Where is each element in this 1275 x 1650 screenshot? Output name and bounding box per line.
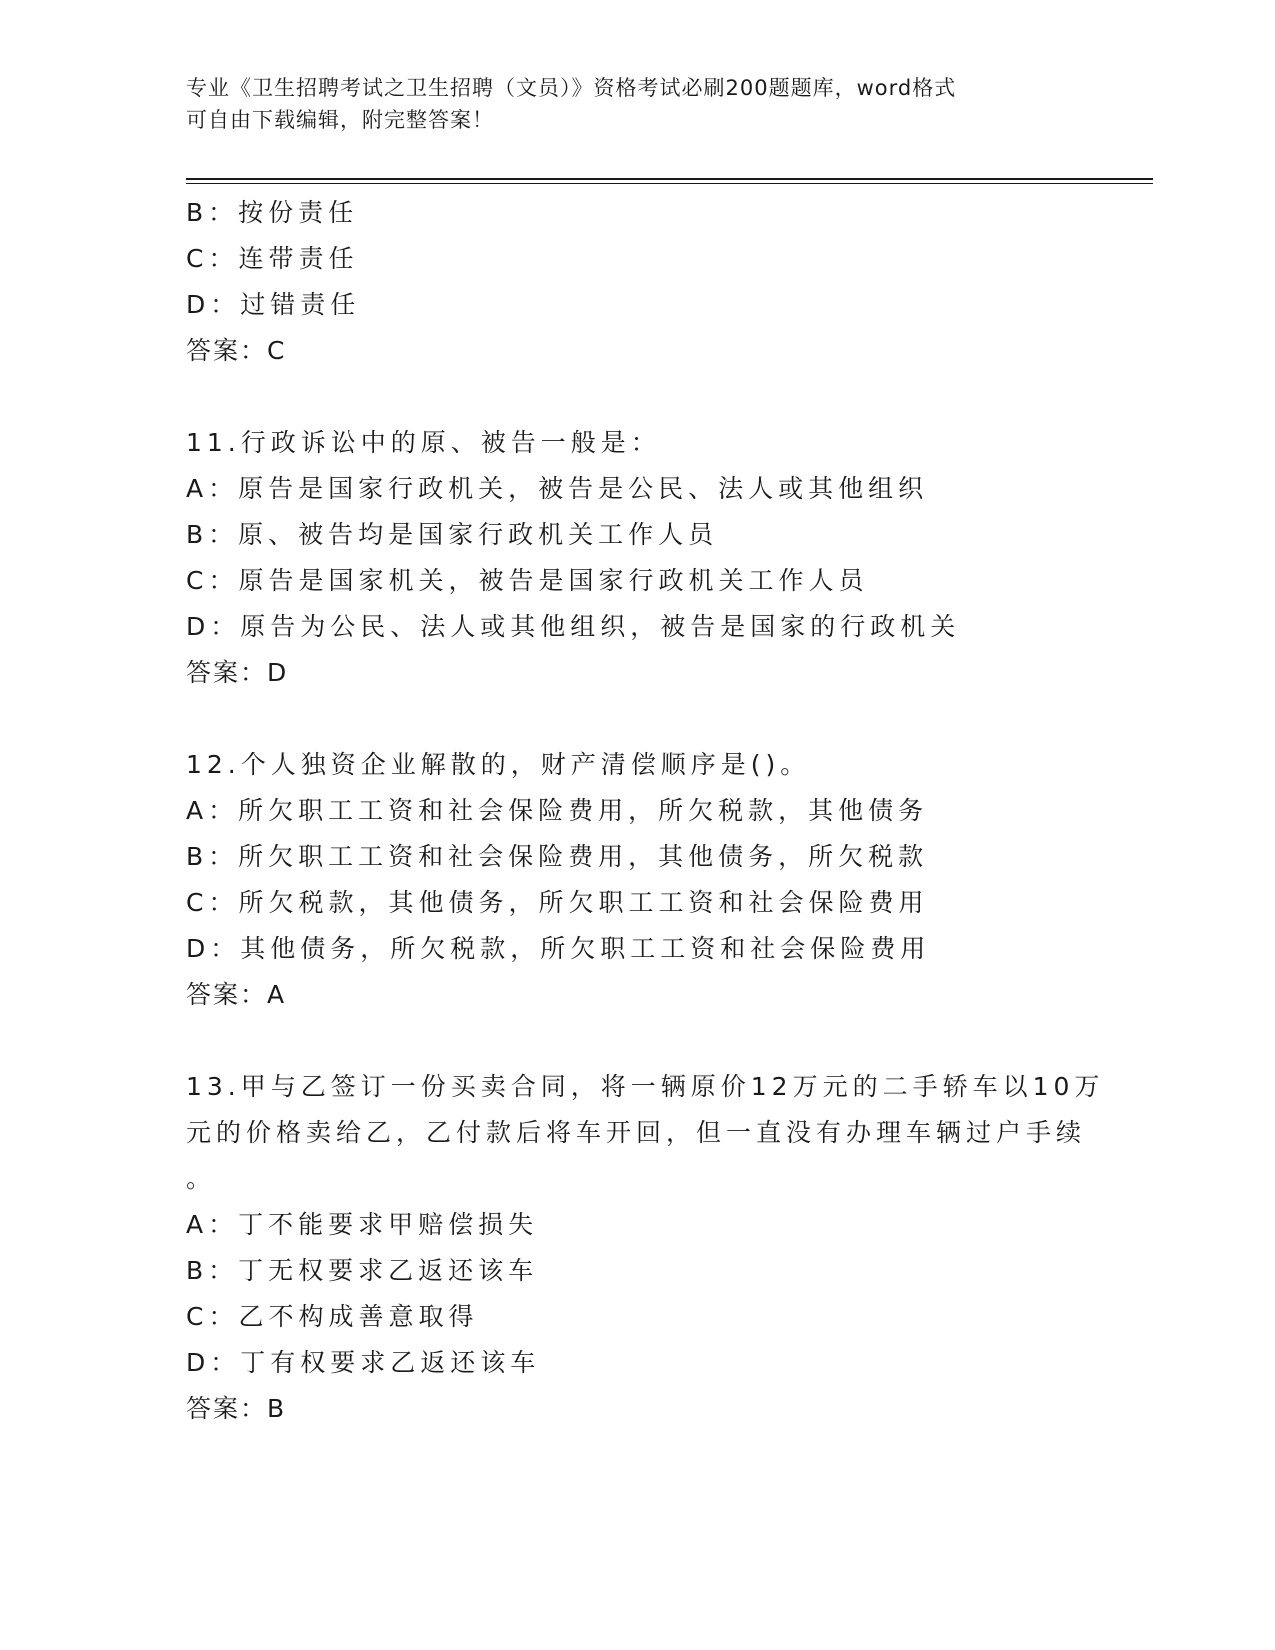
option-a: A：所欠职工工资和社会保险费用，所欠税款，其他债务 xyxy=(186,796,929,825)
header-divider-thick xyxy=(186,178,1153,180)
question-stem: 11.行政诉讼中的原、被告一般是： xyxy=(186,428,661,457)
question-12 xyxy=(186,742,1086,1018)
question-11 xyxy=(186,420,1086,696)
option-b: B：所欠职工工资和社会保险费用，其他债务，所欠税款 xyxy=(186,842,929,871)
question-10-continued xyxy=(186,190,1086,374)
option-c: C：原告是国家机关，被告是国家行政机关工作人员 xyxy=(186,566,869,595)
answer: 答案：C xyxy=(186,336,287,365)
question-stem-line-3: 。 xyxy=(186,1164,217,1193)
option-b: B：按份责任 xyxy=(186,198,359,227)
question-13 xyxy=(186,1064,1105,1432)
answer: 答案：A xyxy=(186,980,287,1009)
question-list xyxy=(186,190,1105,1432)
header-line-1: 专业《卫生招聘考试之卫生招聘（文员）》资格考试必刷200题题库，word格式 xyxy=(186,76,957,100)
spacer xyxy=(186,696,1086,742)
answer: 答案：D xyxy=(186,658,289,687)
option-a: A：丁不能要求甲赔偿损失 xyxy=(186,1210,539,1239)
option-d: D：其他债务，所欠税款，所欠职工工资和社会保险费用 xyxy=(186,934,931,963)
option-d: D：原告为公民、法人或其他组织，被告是国家的行政机关 xyxy=(186,612,961,641)
answer: 答案：B xyxy=(186,1394,287,1423)
option-c: C：乙不构成善意取得 xyxy=(186,1302,479,1331)
option-b: B：丁无权要求乙返还该车 xyxy=(186,1256,539,1285)
header-line-2: 可自由下载编辑，附完整答案！ xyxy=(186,108,494,132)
option-d: D：过错责任 xyxy=(186,290,361,319)
spacer xyxy=(186,1018,1086,1064)
question-stem: 12.个人独资企业解散的，财产清偿顺序是()。 xyxy=(186,750,811,779)
spacer xyxy=(186,374,1086,420)
option-c: C：所欠税款，其他债务，所欠职工工资和社会保险费用 xyxy=(186,888,929,917)
option-b: B：原、被告均是国家行政机关工作人员 xyxy=(186,520,719,549)
header-divider-thin xyxy=(186,183,1153,184)
option-a: A：原告是国家行政机关，被告是公民、法人或其他组织 xyxy=(186,474,929,503)
option-c: C：连带责任 xyxy=(186,244,359,273)
option-d: D：丁有权要求乙返还该车 xyxy=(186,1348,541,1377)
document-header xyxy=(186,72,1086,136)
question-stem-line-2: 元的价格卖给乙，乙付款后将车开回，但一直没有办理车辆过户手续 xyxy=(186,1118,1087,1147)
question-stem-line-1: 13.甲与乙签订一份买卖合同，将一辆原价12万元的二手轿车以10万 xyxy=(186,1072,1105,1101)
